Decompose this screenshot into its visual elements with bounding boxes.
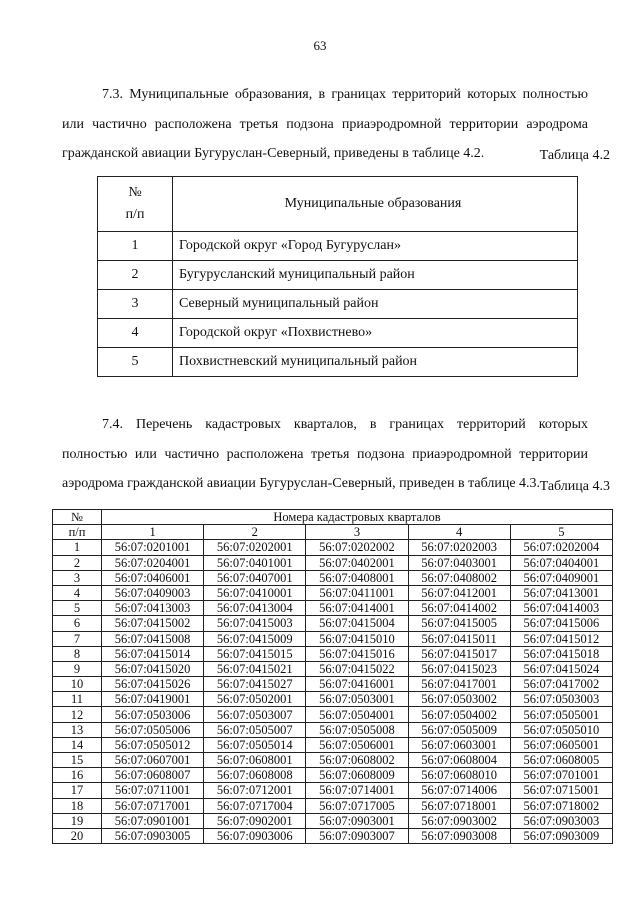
- cadastral-quarter-cell: 56:07:0403001: [408, 555, 510, 570]
- cadastral-quarter-cell: 56:07:0417001: [408, 677, 510, 692]
- cadastral-quarter-cell: 56:07:0406001: [102, 570, 204, 585]
- table-row: [53, 737, 613, 752]
- table-4-2-caption: Таблица 4.2: [539, 148, 610, 163]
- cadastral-quarter-cell: 56:07:0202003: [408, 540, 510, 555]
- municipality-name-cell: Городской округ «Город Бугуруслан»: [173, 232, 578, 261]
- cadastral-quarter-cell: 56:07:0415009: [204, 631, 306, 646]
- table-row: [53, 813, 613, 828]
- cadastral-quarter-cell: 56:07:0409003: [102, 585, 204, 600]
- table-row: [98, 261, 578, 290]
- cadastral-quarter-cell: 56:07:0502001: [204, 692, 306, 707]
- header-cadastral-title: Номера кадастровых кварталов: [102, 510, 613, 525]
- cadastral-quarter-cell: 56:07:0505001: [510, 707, 612, 722]
- table-row: [98, 232, 578, 261]
- section-7-3-paragraph: 7.3. Муниципальные образования, в границах территорий которых полностью или частично расположена третья подзона приаэродромной территории аэродрома гражданской авиации Бугуруслан-Северный, приведены в таблице 4.2.: [62, 87, 588, 161]
- cadastral-quarter-cell: 56:07:0503006: [102, 707, 204, 722]
- table-row: [53, 753, 613, 768]
- cadastral-quarter-cell: 56:07:0717001: [102, 798, 204, 813]
- cadastral-quarter-cell: 56:07:0608010: [408, 768, 510, 783]
- cadastral-quarter-cell: 56:07:0718001: [408, 798, 510, 813]
- table-row: [53, 570, 613, 585]
- cadastral-quarter-cell: 56:07:0711001: [102, 783, 204, 798]
- table-row: [53, 783, 613, 798]
- cadastral-quarter-cell: 56:07:0408001: [306, 570, 408, 585]
- cadastral-quarter-cell: 56:07:0414003: [510, 601, 612, 616]
- cadastral-quarter-cell: 56:07:0204001: [102, 555, 204, 570]
- cadastral-quarter-cell: 56:07:0903007: [306, 828, 408, 843]
- header-pp: п/п: [53, 525, 102, 540]
- cadastral-quarter-cell: 56:07:0415008: [102, 631, 204, 646]
- row-number-cell: 15: [53, 753, 102, 768]
- cadastral-quarter-cell: 56:07:0608008: [204, 768, 306, 783]
- row-number-cell: 1: [98, 232, 173, 261]
- table-row: [53, 616, 613, 631]
- cadastral-quarter-cell: 56:07:0415006: [510, 616, 612, 631]
- row-number-cell: 8: [53, 646, 102, 661]
- row-number-cell: 20: [53, 828, 102, 843]
- cadastral-quarter-cell: 56:07:0607001: [102, 753, 204, 768]
- row-number-cell: 3: [98, 290, 173, 319]
- row-number-cell: 9: [53, 661, 102, 676]
- cadastral-quarter-cell: 56:07:0413004: [204, 601, 306, 616]
- page-number: 63: [313, 38, 327, 53]
- cadastral-quarter-cell: 56:07:0417002: [510, 677, 612, 692]
- row-number-cell: 6: [53, 616, 102, 631]
- header-name-cell: Муниципальные образования: [173, 177, 578, 232]
- cadastral-quarter-cell: 56:07:0202001: [204, 540, 306, 555]
- cadastral-quarter-cell: 56:07:0718002: [510, 798, 612, 813]
- cadastral-quarter-cell: 56:07:0903001: [306, 813, 408, 828]
- row-number-cell: 10: [53, 677, 102, 692]
- table-row: [98, 290, 578, 319]
- row-number-cell: 2: [98, 261, 173, 290]
- table-row: [53, 661, 613, 676]
- table-row: [53, 555, 613, 570]
- row-number-cell: 13: [53, 722, 102, 737]
- cadastral-quarter-cell: 56:07:0415003: [204, 616, 306, 631]
- cadastral-quarter-cell: 56:07:0401001: [204, 555, 306, 570]
- row-number-cell: 4: [53, 585, 102, 600]
- row-number-cell: 12: [53, 707, 102, 722]
- table-row: [53, 677, 613, 692]
- cadastral-quarter-cell: 56:07:0503002: [408, 692, 510, 707]
- cadastral-quarter-cell: 56:07:0712001: [204, 783, 306, 798]
- header-number-sign: №: [53, 510, 102, 525]
- cadastral-quarter-cell: 56:07:0415015: [204, 646, 306, 661]
- cadastral-quarter-cell: 56:07:0411001: [306, 585, 408, 600]
- cadastral-quarter-cell: 56:07:0603001: [408, 737, 510, 752]
- table-row: [53, 828, 613, 843]
- table-4-3-body: [53, 540, 613, 844]
- cadastral-quarter-cell: 56:07:0415005: [408, 616, 510, 631]
- row-number-cell: 1: [53, 540, 102, 555]
- column-number-header: 3: [306, 525, 408, 540]
- cadastral-quarter-cell: 56:07:0415022: [306, 661, 408, 676]
- cadastral-quarter-cell: 56:07:0407001: [204, 570, 306, 585]
- table-row: [53, 601, 613, 616]
- row-number-cell: 11: [53, 692, 102, 707]
- table-header-row: [98, 177, 578, 232]
- cadastral-quarter-cell: 56:07:0419001: [102, 692, 204, 707]
- cadastral-quarter-cell: 56:07:0902001: [204, 813, 306, 828]
- cadastral-quarter-cell: 56:07:0415002: [102, 616, 204, 631]
- row-number-cell: 16: [53, 768, 102, 783]
- row-number-cell: 14: [53, 737, 102, 752]
- header-number-sign: №: [128, 185, 142, 200]
- cadastral-quarter-cell: 56:07:0903006: [204, 828, 306, 843]
- cadastral-quarter-cell: 56:07:0717005: [306, 798, 408, 813]
- cadastral-quarter-cell: 56:07:0608001: [204, 753, 306, 768]
- cadastral-quarter-cell: 56:07:0415018: [510, 646, 612, 661]
- cadastral-quarter-cell: 56:07:0415011: [408, 631, 510, 646]
- table-row: [53, 768, 613, 783]
- table-row: [98, 348, 578, 377]
- table-4-2: [97, 176, 578, 377]
- cadastral-quarter-cell: 56:07:0714006: [408, 783, 510, 798]
- cadastral-quarter-cell: 56:07:0503003: [510, 692, 612, 707]
- table-row: [98, 319, 578, 348]
- row-number-cell: 7: [53, 631, 102, 646]
- cadastral-quarter-cell: 56:07:0410001: [204, 585, 306, 600]
- cadastral-quarter-cell: 56:07:0415027: [204, 677, 306, 692]
- cadastral-quarter-cell: 56:07:0605001: [510, 737, 612, 752]
- cadastral-quarter-cell: 56:07:0608007: [102, 768, 204, 783]
- column-number-header: 1: [102, 525, 204, 540]
- cadastral-quarter-cell: 56:07:0202002: [306, 540, 408, 555]
- cadastral-quarter-cell: 56:07:0415016: [306, 646, 408, 661]
- cadastral-quarter-cell: 56:07:0714001: [306, 783, 408, 798]
- cadastral-quarter-cell: 56:07:0505014: [204, 737, 306, 752]
- cadastral-quarter-cell: 56:07:0415024: [510, 661, 612, 676]
- cadastral-quarter-cell: 56:07:0202004: [510, 540, 612, 555]
- cadastral-quarter-cell: 56:07:0505010: [510, 722, 612, 737]
- cadastral-quarter-cell: 56:07:0402001: [306, 555, 408, 570]
- cadastral-quarter-cell: 56:07:0416001: [306, 677, 408, 692]
- cadastral-quarter-cell: 56:07:0506001: [306, 737, 408, 752]
- cadastral-quarter-cell: 56:07:0608002: [306, 753, 408, 768]
- row-number-cell: 19: [53, 813, 102, 828]
- row-number-cell: 3: [53, 570, 102, 585]
- cadastral-quarter-cell: 56:07:0505006: [102, 722, 204, 737]
- table-row: [53, 540, 613, 555]
- cadastral-quarter-cell: 56:07:0415026: [102, 677, 204, 692]
- cadastral-quarter-cell: 56:07:0409001: [510, 570, 612, 585]
- cadastral-quarter-cell: 56:07:0903005: [102, 828, 204, 843]
- cadastral-quarter-cell: 56:07:0415004: [306, 616, 408, 631]
- cadastral-quarter-cell: 56:07:0415017: [408, 646, 510, 661]
- cadastral-quarter-cell: 56:07:0415012: [510, 631, 612, 646]
- municipality-name-cell: Городской округ «Похвистнево»: [173, 319, 578, 348]
- municipality-name-cell: Похвистневский муниципальный район: [173, 348, 578, 377]
- table-row: [53, 722, 613, 737]
- cadastral-quarter-cell: 56:07:0505007: [204, 722, 306, 737]
- cadastral-quarter-cell: 56:07:0404001: [510, 555, 612, 570]
- cadastral-quarter-cell: 56:07:0503001: [306, 692, 408, 707]
- header-pp: п/п: [125, 207, 145, 222]
- cadastral-quarter-cell: 56:07:0413001: [510, 585, 612, 600]
- cadastral-quarter-cell: 56:07:0903009: [510, 828, 612, 843]
- row-number-cell: 17: [53, 783, 102, 798]
- row-number-cell: 18: [53, 798, 102, 813]
- cadastral-quarter-cell: 56:07:0415020: [102, 661, 204, 676]
- table-4-3-caption: Таблица 4.3: [539, 479, 610, 494]
- row-number-cell: 5: [98, 348, 173, 377]
- cadastral-quarter-cell: 56:07:0415023: [408, 661, 510, 676]
- cadastral-quarter-cell: 56:07:0903008: [408, 828, 510, 843]
- cadastral-quarter-cell: 56:07:0504001: [306, 707, 408, 722]
- cadastral-quarter-cell: 56:07:0901001: [102, 813, 204, 828]
- cadastral-quarter-cell: 56:07:0201001: [102, 540, 204, 555]
- row-number-cell: 5: [53, 601, 102, 616]
- cadastral-quarter-cell: 56:07:0415014: [102, 646, 204, 661]
- cadastral-quarter-cell: 56:07:0504002: [408, 707, 510, 722]
- column-number-header: 2: [204, 525, 306, 540]
- table-row: [53, 646, 613, 661]
- cadastral-quarter-cell: 56:07:0413003: [102, 601, 204, 616]
- row-number-cell: 2: [53, 555, 102, 570]
- cadastral-quarter-cell: 56:07:0903002: [408, 813, 510, 828]
- table-row: [53, 798, 613, 813]
- table-header-row: [53, 510, 613, 525]
- cadastral-quarter-cell: 56:07:0414002: [408, 601, 510, 616]
- cadastral-quarter-cell: 56:07:0608005: [510, 753, 612, 768]
- cadastral-quarter-cell: 56:07:0717004: [204, 798, 306, 813]
- cadastral-quarter-cell: 56:07:0415021: [204, 661, 306, 676]
- cadastral-quarter-cell: 56:07:0415010: [306, 631, 408, 646]
- municipality-name-cell: Северный муниципальный район: [173, 290, 578, 319]
- cadastral-quarter-cell: 56:07:0408002: [408, 570, 510, 585]
- cadastral-quarter-cell: 56:07:0608009: [306, 768, 408, 783]
- table-row: [53, 692, 613, 707]
- column-number-header: 4: [408, 525, 510, 540]
- cadastral-quarter-cell: 56:07:0414001: [306, 601, 408, 616]
- row-number-cell: 4: [98, 319, 173, 348]
- cadastral-quarter-cell: 56:07:0505009: [408, 722, 510, 737]
- table-4-3: [52, 509, 613, 844]
- header-number-cell: [98, 177, 173, 232]
- table-row: [53, 707, 613, 722]
- municipality-name-cell: Бугурусланский муниципальный район: [173, 261, 578, 290]
- cadastral-quarter-cell: 56:07:0608004: [408, 753, 510, 768]
- cadastral-quarter-cell: 56:07:0505012: [102, 737, 204, 752]
- section-7-4-paragraph: 7.4. Перечень кадастровых кварталов, в границах территорий которых полностью или частично расположена третья подзона приаэродромной территории аэродрома гражданской авиации Бугуруслан-Северный, приведен в таблице 4.3.: [62, 417, 588, 491]
- cadastral-quarter-cell: 56:07:0503007: [204, 707, 306, 722]
- cadastral-quarter-cell: 56:07:0903003: [510, 813, 612, 828]
- table-4-2-body: [98, 232, 578, 377]
- cadastral-quarter-cell: 56:07:0701001: [510, 768, 612, 783]
- table-column-number-row: [53, 525, 613, 540]
- column-number-header: 5: [510, 525, 612, 540]
- table-row: [53, 631, 613, 646]
- cadastral-quarter-cell: 56:07:0505008: [306, 722, 408, 737]
- table-row: [53, 585, 613, 600]
- cadastral-quarter-cell: 56:07:0412001: [408, 585, 510, 600]
- cadastral-quarter-cell: 56:07:0715001: [510, 783, 612, 798]
